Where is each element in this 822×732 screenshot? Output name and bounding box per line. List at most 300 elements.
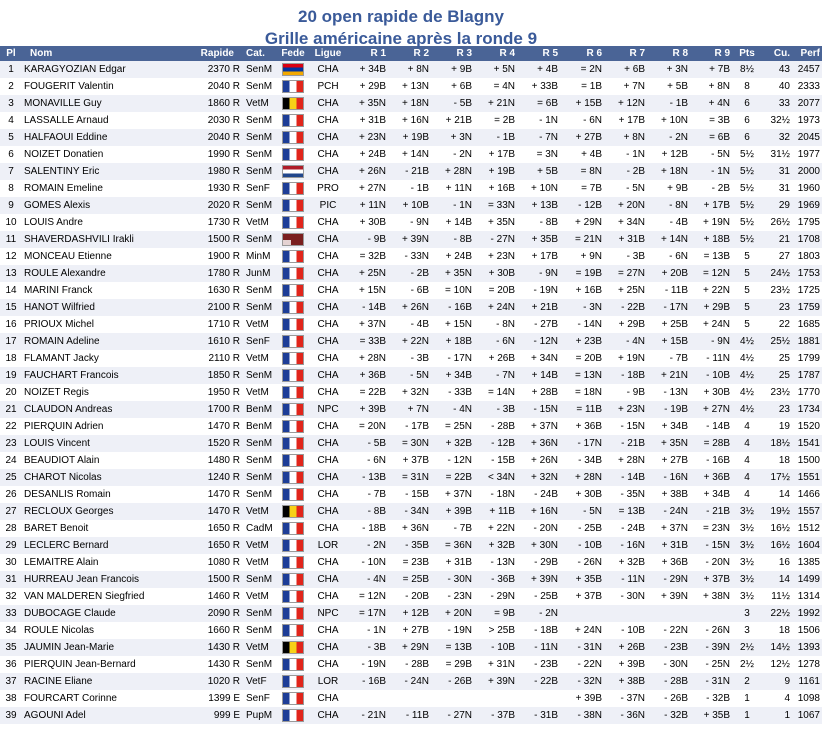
cell-points: 5½ [740,183,754,194]
cell-round-8: - 32B [664,710,688,721]
table-row [0,299,822,316]
cell-round-5: + 26N [531,455,558,466]
table-row [0,129,822,146]
cell-player-name[interactable]: MONAVILLE Guy [24,98,102,109]
cell-round-1: + 34B [359,64,386,75]
cell-round-2: - 35B [405,540,429,551]
cell-federation [278,588,308,605]
cell-league: CHA [317,472,339,483]
cell-round-9: + 17B [703,200,730,211]
cell-round-9: + 30B [703,387,730,398]
cell-round-1: + 11N [359,200,386,211]
cell-round-6: = 20B [575,353,602,364]
cell-round-8: + 18N [661,166,688,177]
cell-cumulative: 14½ [770,642,790,653]
cell-category: SenM [246,149,273,160]
cell-pl: 6 [8,149,14,160]
cell-rating: 1660 R [207,625,240,636]
cell-player-name[interactable]: LOUIS Vincent [24,438,90,449]
cell-player-name[interactable]: MARINI Franck [24,285,93,296]
cell-player-name[interactable]: PIERQUIN Jean-Bernard [24,659,136,670]
cell-performance: 1466 [797,489,820,500]
cell-round-4: - 36B [491,574,515,585]
col-header-cat[interactable]: Cat. [246,48,265,59]
cell-pl: 31 [5,574,17,585]
cell-player-name[interactable]: AGOUNI Adel [24,710,86,721]
cell-league: PCH [317,81,339,92]
cell-points: 3½ [740,574,754,585]
cell-cumulative: 31½ [770,149,790,160]
cell-round-8: - 8N [669,200,688,211]
cell-round-6: + 30B [575,489,602,500]
table-row [0,350,822,367]
cell-round-7: + 34N [618,217,645,228]
cell-category: VetM [246,591,269,602]
cell-player-name[interactable]: LECLERC Bernard [24,540,109,551]
cell-round-8: + 31B [661,540,688,551]
flag-icon [282,199,304,212]
cell-category: SenF [246,693,270,704]
cell-player-name[interactable]: PIERQUIN Adrien [24,421,104,432]
cell-category: BenM [246,421,273,432]
cell-round-7: = 13B [618,506,645,517]
cell-category: VetM [246,353,269,364]
cell-round-3: - 16B [448,302,472,313]
table-row [0,486,822,503]
cell-league: CHA [317,302,339,313]
cell-performance: 1499 [797,574,820,585]
cell-round-8: + 14N [661,234,688,245]
cell-round-1: + 28N [359,353,386,364]
cell-round-6: - 25B [578,523,602,534]
cell-player-name[interactable]: ROULE Alexandre [24,268,106,279]
cell-round-4: - 28B [491,421,515,432]
cell-points: 4 [744,455,750,466]
cell-round-2: - 6B [410,285,429,296]
cell-player-name[interactable]: FOUGERIT Valentin [24,81,114,92]
cell-round-5: + 33B [531,81,558,92]
cell-round-2: - 17B [405,421,429,432]
cell-federation [278,418,308,435]
cell-round-9: + 34B [703,489,730,500]
col-header-ligue[interactable]: Ligue [314,48,342,59]
cell-league: CHA [317,353,339,364]
cell-round-3: + 34B [445,370,472,381]
table-row [0,231,822,248]
cell-round-6: - 17N [577,438,602,449]
cell-round-7: + 6B [624,64,645,75]
cell-cumulative: 18 [778,455,790,466]
cell-round-7: - 21B [621,438,645,449]
cell-round-4: - 3B [496,404,515,415]
cell-round-9: + 24N [703,319,730,330]
cell-federation [278,384,308,401]
flag-icon [282,454,304,467]
cell-round-9: - 39N [705,642,730,653]
cell-round-9 [694,605,736,622]
cell-round-3: - 26B [448,676,472,687]
cell-pl: 19 [5,370,17,381]
cell-rating: 1710 R [207,319,240,330]
cell-performance: 1557 [797,506,820,517]
table-row [0,588,822,605]
cell-player-name[interactable]: CHAROT Nicolas [24,472,102,483]
flag-icon [282,386,304,399]
cell-cumulative: 9 [784,676,790,687]
cell-rating: 1480 R [207,455,240,466]
cell-performance: 1551 [797,472,820,483]
cell-round-7: - 2B [626,166,645,177]
cell-rating: 1930 R [207,183,240,194]
cell-round-3: - 12N [447,455,472,466]
cell-performance: 1803 [797,251,820,262]
cell-round-4: + 32B [488,540,515,551]
flag-icon [282,97,304,110]
cell-round-2: - 24N [404,676,429,687]
cell-league: CHA [317,693,339,704]
col-header-r8[interactable]: R 8 [672,48,688,59]
cell-round-2: - 2B [410,268,429,279]
cell-category: JunM [246,268,271,279]
cell-cumulative: 16 [778,557,790,568]
flag-icon [282,80,304,93]
cell-round-6: + 4B [581,149,602,160]
table-row [0,367,822,384]
cell-category: PupM [246,710,273,721]
cell-round-3: - 7B [453,523,472,534]
cell-round-4: + 16B [488,183,515,194]
cell-league: CHA [317,234,339,245]
cell-points: 4½ [740,336,754,347]
cell-round-2: + 14N [402,149,429,160]
cell-league: CHA [317,319,339,330]
cell-round-3: + 31B [445,557,472,568]
cell-round-8: - 13N [663,387,688,398]
cell-performance: 2457 [797,64,820,75]
cell-player-name[interactable]: RACINE Eliane [24,676,93,687]
table-row [0,401,822,418]
cell-points: 5½ [740,200,754,211]
cell-round-4: = 20B [488,285,515,296]
cell-player-name[interactable]: ROMAIN Emeline [24,183,103,194]
table-row [0,333,822,350]
cell-player-name[interactable]: JAUMIN Jean-Marie [24,642,115,653]
cell-league: CHA [317,387,339,398]
cell-category: SenM [246,455,273,466]
cell-performance: 1541 [797,438,820,449]
cell-round-6: - 26N [577,557,602,568]
cell-points: 6 [744,115,750,126]
standings-table [0,46,822,724]
cell-pl: 25 [5,472,17,483]
cell-player-name[interactable]: BARET Benoit [24,523,89,534]
col-header-fede[interactable]: Fede [281,48,305,59]
cell-round-2: + 37B [402,455,429,466]
cell-round-2: = 31N [402,472,429,483]
cell-player-name[interactable]: LEMAITRE Alain [24,557,99,568]
cell-category: SenM [246,132,273,143]
cell-player-name[interactable]: SHAVERDASHVILI Irakli [24,234,134,245]
cell-round-2: = 25B [402,574,429,585]
flag-icon [282,267,304,280]
page-title: 20 open rapide de Blagny [298,7,504,26]
cell-round-6: = 11B [576,404,602,415]
cell-league: LOR [317,540,339,551]
cell-category: SenM [246,625,273,636]
flag-icon [282,539,304,552]
cell-round-7: - 24B [621,523,645,534]
col-header-r5[interactable]: R 5 [542,48,558,59]
cell-round-5: - 7N [539,132,558,143]
cell-round-4: + 30B [488,268,515,279]
col-header-r4[interactable]: R 4 [499,48,515,59]
cell-cumulative: 1 [784,710,790,721]
cell-round-8: - 24N [663,506,688,517]
cell-performance: 1992 [797,608,820,619]
cell-round-8: - 19B [664,404,688,415]
cell-player-name[interactable]: GOMES Alexis [24,200,91,211]
cell-round-1: + 37N [359,319,386,330]
cell-performance: 1753 [797,268,820,279]
col-header-perf[interactable]: Perf [800,48,820,59]
cell-player-name[interactable]: HALFAOUI Eddine [24,132,108,143]
cell-player-name[interactable]: BEAUDIOT Alain [24,455,100,466]
cell-player-name[interactable]: FLAMANT Jacky [24,353,99,364]
cell-round-8: - 28B [664,676,688,687]
cell-round-4: + 39N [488,676,515,687]
cell-cumulative: 23½ [770,387,790,398]
cell-round-1: = 33B [359,336,386,347]
cell-cumulative: 14 [778,574,790,585]
cell-federation [278,95,308,112]
col-header-cu[interactable]: Cu. [773,48,790,59]
cell-round-7: - 14B [621,472,645,483]
cell-round-5: + 32N [531,472,558,483]
cell-player-name[interactable]: CLAUDON Andreas [24,404,113,415]
cell-round-8: - 29N [663,574,688,585]
cell-round-9: - 15N [705,540,730,551]
cell-player-name[interactable]: DESANLIS Romain [24,489,111,500]
cell-points: 4 [744,489,750,500]
cell-federation [278,197,308,214]
cell-category: SenM [246,234,273,245]
cell-category: SenF [246,183,270,194]
cell-federation [278,61,308,78]
cell-rating: 1500 R [207,574,240,585]
cell-round-4: < 34N [488,472,515,483]
cell-player-name[interactable]: NOIZET Regis [24,387,89,398]
cell-round-1: + 31B [359,115,386,126]
cell-points: 5 [744,268,750,279]
cell-league: CHA [317,251,339,262]
cell-round-8: + 39N [661,591,688,602]
cell-category: BenM [246,404,273,415]
cell-federation [278,265,308,282]
cell-federation [278,605,308,622]
cell-federation [278,231,308,248]
cell-rating: 1470 R [207,421,240,432]
cell-federation [278,469,308,486]
cell-player-name[interactable]: ROMAIN Adeline [24,336,100,347]
cell-player-name[interactable]: LOUIS Andre [24,217,83,228]
cell-round-1: - 1N [367,625,386,636]
cell-pl: 22 [5,421,17,432]
cell-performance: 1393 [797,642,820,653]
cell-cumulative: 29 [778,200,790,211]
cell-player-name[interactable]: LASSALLE Arnaud [24,115,109,126]
cell-round-1: - 16B [362,676,386,687]
cell-cumulative: 12½ [770,659,790,670]
cell-league: CHA [317,591,339,602]
cell-player-name[interactable]: NOIZET Donatien [24,149,104,160]
cell-round-7: - 18B [621,370,645,381]
cell-player-name[interactable]: MONCEAU Etienne [24,251,112,262]
cell-rating: 2040 R [207,81,240,92]
cell-round-6: + 16B [575,285,602,296]
flag-icon [282,471,304,484]
cell-category: VetF [246,676,267,687]
cell-round-2: - 3B [410,353,429,364]
cell-round-2: + 13N [402,81,429,92]
flag-icon [282,692,304,705]
cell-round-1: - 8B [367,506,386,517]
cell-round-1: - 5B [367,438,386,449]
cell-performance: 2077 [797,98,820,109]
cell-round-7 [608,605,651,622]
cell-league: CHA [317,642,339,653]
cell-player-name[interactable]: PRIOUX Michel [24,319,95,330]
cell-federation [278,299,308,316]
cell-round-2: - 11B [405,710,429,721]
cell-federation [278,639,308,656]
cell-round-7: + 12N [618,98,645,109]
page-subtitle: Grille américaine après la ronde 9 [264,29,538,48]
cell-league: CHA [317,455,339,466]
cell-player-name[interactable]: RECLOUX Georges [24,506,114,517]
cell-rating: 1980 R [207,166,240,177]
cell-round-7: - 15N [620,421,645,432]
cell-round-3: - 8B [453,234,472,245]
cell-round-7: - 9B [626,387,645,398]
cell-round-5: + 30N [531,540,558,551]
cell-round-2: = 23B [402,557,429,568]
cell-round-2: - 34N [404,506,429,517]
cell-round-1: + 23N [359,132,386,143]
cell-league: CHA [317,336,339,347]
flag-icon [282,148,304,161]
cell-round-7: + 32B [618,557,645,568]
col-header-r2[interactable]: R 2 [413,48,429,59]
cell-player-name[interactable]: VAN MALDEREN Siegfried [24,591,145,602]
cell-round-8: - 30N [663,659,688,670]
cell-player-name[interactable]: HURREAU Jean Francois [24,574,140,585]
flag-icon [282,182,304,195]
cell-pl: 33 [5,608,17,619]
cell-cumulative: 14 [778,489,790,500]
cell-pl: 32 [5,591,17,602]
cell-league: CHA [317,64,339,75]
cell-round-8: - 4B [669,217,688,228]
cell-player-name[interactable]: SALENTINY Eric [24,166,100,177]
cell-federation [278,316,308,333]
cell-pl: 37 [5,676,17,687]
cell-round-6: + 9N [580,251,602,262]
cell-round-9: + 35B [703,710,730,721]
cell-round-5: + 34N [531,353,558,364]
cell-category: VetM [246,319,269,330]
cell-performance: 2333 [797,81,820,92]
flag-icon [282,352,304,365]
col-header-r9[interactable]: R 9 [714,48,730,59]
cell-cumulative: 16½ [770,540,790,551]
cell-round-1: - 9B [367,234,386,245]
cell-round-2: - 33N [404,251,429,262]
cell-round-3: - 23N [447,591,472,602]
table-row [0,163,822,180]
cell-round-8: - 16N [663,472,688,483]
cell-pl: 8 [8,183,14,194]
cell-cumulative: 23½ [770,285,790,296]
cell-cumulative: 11½ [771,591,790,602]
col-header-rapide[interactable]: Rapide [200,48,234,59]
cell-player-name[interactable]: FOURCART Corinne [24,693,117,704]
col-header-r6[interactable]: R 6 [586,48,602,59]
cell-round-8: + 3N [666,64,688,75]
cell-round-4: - 8N [496,319,515,330]
cell-round-3: + 15N [445,319,472,330]
cell-round-9: + 4N [708,98,730,109]
table-row [0,656,822,673]
cell-round-9: - 25N [705,659,730,670]
cell-rating: 1080 R [207,557,240,568]
cell-round-5: - 24B [534,489,558,500]
cell-round-3: = 25N [445,421,472,432]
col-header-pts[interactable]: Pts [739,48,755,59]
cell-round-6: - 34B [578,455,602,466]
cell-pl: 2 [8,81,14,92]
cell-player-name[interactable]: DUBOCAGE Claude [24,608,116,619]
cell-league: CHA [317,149,339,160]
col-header-nom[interactable]: Nom [30,48,53,59]
cell-points: 3 [744,608,750,619]
cell-round-6: - 31N [577,642,602,653]
cell-round-5: + 13B [531,200,558,211]
cell-round-7: + 29B [618,319,645,330]
cell-player-name[interactable]: ROULE Nicolas [24,625,95,636]
cell-round-2: = 30N [402,438,429,449]
cell-player-name[interactable]: HANOT Wilfried [24,302,95,313]
cell-round-4: - 27N [490,234,515,245]
flag-icon [282,709,304,722]
cell-rating: 1399 E [208,693,240,704]
cell-round-4: + 21N [488,98,515,109]
cell-league: CHA [317,285,339,296]
table-row [0,180,822,197]
cell-player-name[interactable]: KARAGYOZIAN Edgar [24,64,126,75]
cell-performance: 1977 [797,149,820,160]
col-header-r1[interactable]: R 1 [370,48,386,59]
cell-round-9: = 3B [709,115,730,126]
cell-cumulative: 16½ [770,523,790,534]
cell-federation [278,554,308,571]
col-header-pl[interactable]: Pl [6,48,16,59]
col-header-r3[interactable]: R 3 [456,48,472,59]
cell-round-7: + 25N [618,285,645,296]
cell-pl: 20 [5,387,17,398]
col-header-r7[interactable]: R 7 [629,48,645,59]
cell-round-3 [435,690,478,707]
cell-player-name[interactable]: FAUCHART Francois [24,370,119,381]
